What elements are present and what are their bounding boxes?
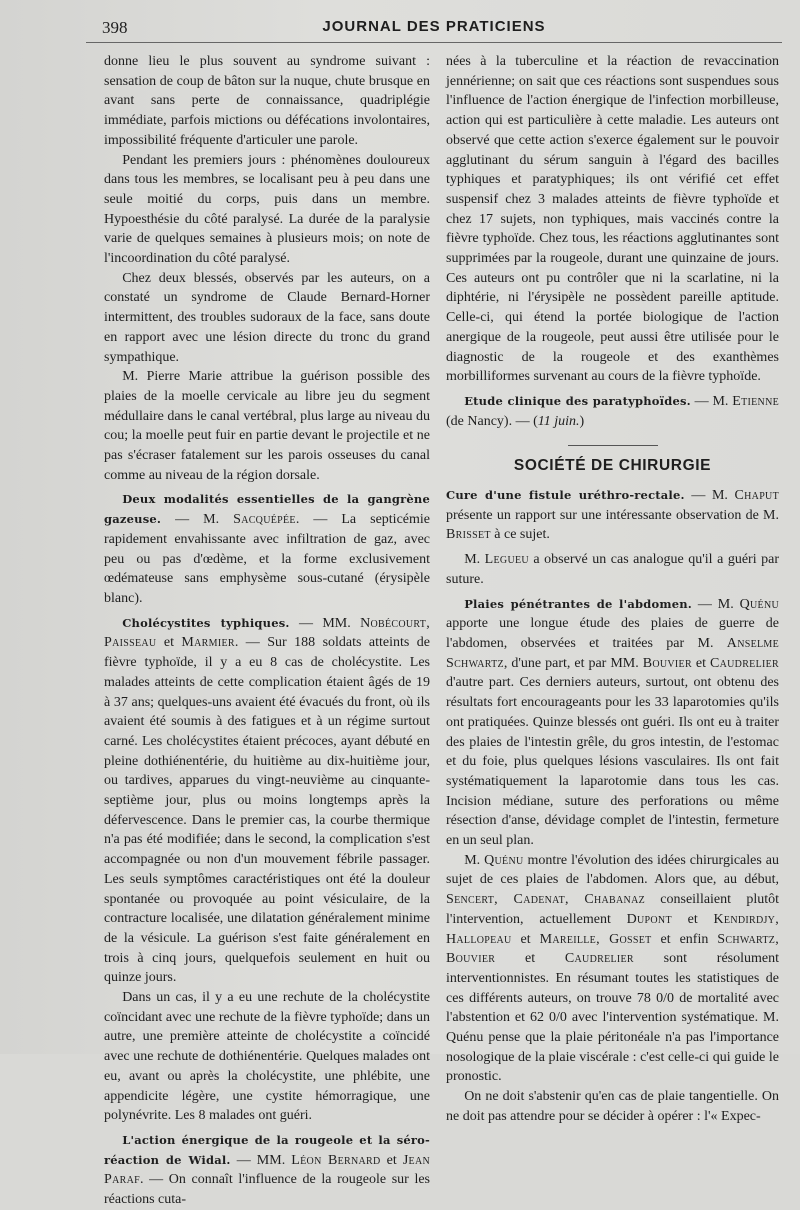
section-text: a observé un cas analogue qu'il a guéri par suture.	[446, 552, 779, 587]
author-name: Mareille, Gosset	[539, 931, 652, 947]
section-divider	[568, 445, 658, 446]
section-text: sont résolument interventionnistes. En résumant toutes les statistiques de ces différents auteurs, on trouve 78 0/0 de mortalité avec l'abstention et 62 0/0 avec l'intervention systématique. M. Quénu pense que la plaie péritonéale n'a pas l'importance nosologique de la plaie viscérale : c'est celle-ci qui guide le pronostic.	[446, 951, 779, 1085]
section-plaies-abdomen	[446, 595, 779, 851]
section-text: M.	[464, 852, 485, 868]
section-text: montre l'évolution des idées chirurgicales au sujet de ces plaies de l'abdomen. Alors que, au début,	[446, 852, 780, 888]
paragraph: Dans un cas, il y a eu une rechute de la cholécystite coïncidant avec une rechute de la fièvre typhoïde; dans un autre, une première atteinte de cholécystite a coïncidé avec une rechute de dothiénentérie. Quelques malades ont eu, avant ou après la cholécystite, une phlébite, une appendicite légère, une cystite hémorragique, une polynévrite. Les 8 malades ont guéri.	[104, 990, 430, 1124]
section-text: et enfin	[651, 931, 718, 947]
author-name: Nobécourt, Paisseau	[104, 615, 430, 651]
author-name: Dupont	[626, 911, 672, 927]
separator: — M.	[684, 488, 735, 504]
section-text: et	[495, 951, 565, 967]
author-name: Bouvier	[642, 655, 692, 671]
section-text: . — Sur 188 soldats atteints de fièvre typhoïde, il y a eu 8 cas de cholécystite. Les malades atteints de cette complication étaient âgés de 19 à 37 ans; quelques-uns avaient été évacués du front, où ils avaient été soumis à des fatigues et à un régime surtout carné. Les cholécystites étaient précoces, ayant débuté en pleine dothiénentérie, du huitième au dix-huitième jour, ou tardives, apparues du vingt-neuvième au cinquante-septième jour, plus ou moins longtemps après la défervescence. Dans le premier cas, la courbe thermique n'a pas été modifiée; dans le second, la complication s'est accompagnée ou non d'un mouvement fébrile passager. Les seuls symptômes caractéristiques ont été la douleur spontanée ou provoquée au point vésiculaire, de la contracture localisée, une dilatation généralement minime de la vésicule. La guérison s'est faite généralement en trois à cinq jours, quelquefois seulement en huit ou quinze jours.	[104, 635, 430, 986]
author-name: Marmier	[181, 635, 235, 651]
society-heading: SOCIÉTÉ DE CHIRURGIE	[513, 457, 712, 475]
paragraph: nées à la tuberculine et la réaction de revaccination jennérienne; on sait que ces réactions sont suspendues sous l'influence de l'action énergique de l'infection morbilleuse, action qui est particulière à cette maladie. Les auteurs ont observé que cette action s'exerce également sur le pouvoir agglutinant du sérum sanguin à l'égard des bacilles typhiques et paratyphiques; ils ont vérifié cet effet suspensif chez 3 malades atteints de fièvre typhoïde et chez 17 sujets, non typhiques, mais vaccinés contre la fièvre typhoïde. Chez tous, les réactions agglutinantes sont supprimées par la rougeole, durant une quinzaine de jours. Ces auteurs ont pu contrôler que ni la scarlatine, ni la diphtérie, ni l'érysipèle ne possèdent pareille aptitude. Celle-ci, qui étend la portée biologique de l'action anergique de la rougeole, peut aussi être utilisée pour le diagnostic de la rougeole et des exanthèmes morbilliformes survenant au cours de la fièvre typhoïde.	[446, 54, 779, 385]
section-text: , d'une part, et par MM.	[503, 655, 643, 671]
section-text: conseillaient plutôt l'intervention, actuellement	[446, 892, 779, 927]
section-heading: Cure d'une fistule uréthro-rectale.	[446, 488, 685, 503]
section-text: )	[579, 413, 585, 429]
section-text: présente un rapport sur une intéressante observation de M.	[446, 507, 779, 523]
paragraph	[446, 550, 779, 589]
author-name: Brisset	[446, 527, 491, 543]
section-heading: Etude clinique des paratyphoïdes.	[464, 393, 691, 408]
author-name: Chaput	[734, 488, 779, 504]
separator: et	[156, 635, 182, 651]
page-number: 398	[102, 18, 128, 37]
separator: — M.	[690, 393, 733, 409]
section-text: et	[511, 931, 540, 947]
author-name: Kendirdjy, Hallopeau	[446, 911, 779, 947]
author-name: Quénu	[484, 852, 524, 868]
running-header	[86, 14, 782, 43]
author-name: Quénu	[739, 596, 779, 612]
separator: — MM.	[289, 615, 361, 631]
section-text: et	[691, 655, 710, 671]
section-heading: Cholécystites typhiques.	[122, 615, 290, 630]
section-fistule	[446, 486, 779, 545]
author-name: Caudrelier	[710, 655, 779, 671]
author-name: Jean Paraf	[104, 1152, 431, 1188]
paragraph: Pendant les premiers jours : phénomènes douloureux dans tous les membres, se localisant peu à peu dans une seule moitié du corps, puis dans un membre. Hypoesthésie du côté paralysé. La durée de la paralysie varie de quelques semaines à plusieurs mois; on note de l'incoordination du côté paralysé.	[104, 152, 430, 267]
separator: — M.	[692, 596, 740, 612]
section-cholecystites	[104, 614, 430, 988]
author-name: Léon Bernard	[291, 1152, 381, 1168]
paragraph	[446, 851, 779, 1087]
section-heading: L'action énergique de la rougeole et la séro-réaction de Widal.	[104, 1132, 430, 1167]
section-text: et	[671, 911, 714, 927]
author-name: Anselme Schwartz	[446, 635, 779, 671]
left-column	[104, 52, 430, 1210]
author-name: Schwartz, Bouvier	[446, 931, 779, 967]
author-name: Sacquépée	[233, 512, 296, 528]
author-name: Caudrelier	[564, 951, 634, 967]
section-text: (de Nancy). — (	[446, 413, 538, 429]
section-text: . — On connaît l'influence de la rougeole sur les réactions cuta-	[104, 1172, 430, 1208]
section-text: d'autre part. Ces derniers auteurs, surtout, ont obtenu des résultats fort encourageants pour les 33 laparotomies qu'ils ont pratiquées. Quinze blessés ont guéri. Ils ont eu à traiter des plaies de l'intestin grêle, du gros intestin, de l'estomac et du foie, plus quelques lésions vasculaires. Ils ont fait systématiquement la laparotomie dans tous les cas. Incision médiane, suture des perforations ou même résection d'anse, dévidage complet de l'intestin, fermeture en un seul plan.	[446, 675, 779, 849]
paragraph: Chez deux blessés, observés par les auteurs, on a constaté un syndrome de Claude Bernard-Horner intermittent, des troubles sudoraux de la face, sans doute en rapport avec une lésion directe du tronc du grand sympathique.	[104, 270, 430, 365]
paragraph: M. Pierre Marie attribue la guérison possible des plaies de la moelle cervicale au libre jeu du segment médullaire dans le canal vertébral, plus large au niveau du cou; la moelle peut fuir en partie devant le projectile et ne pas s'écraser fatalement sur les parois osseuses du canal comme au niveau de la région dorsale.	[104, 369, 430, 483]
author-name: Legueu	[484, 552, 529, 568]
section-heading: Plaies pénétrantes de l'abdomen.	[464, 596, 692, 611]
paragraph: On ne doit s'abstenir qu'en cas de plaie tangentielle. On ne doit pas attendre pour se décider à opérer : l'« Expec-	[446, 1089, 779, 1124]
right-column	[446, 52, 779, 1127]
section-paratyphoides	[446, 392, 779, 431]
date: 11 juin.	[537, 413, 580, 429]
paragraph: donne lieu le plus souvent au syndrome suivant : sensation de coup de bâton sur la nuque, chute brusque en avant sans perte de connaissance, quadriplégie immédiate, parfois mictions ou défécations involontaires, impossibilité fréquente d'articuler une parole.	[104, 54, 430, 148]
section-text: apporte une longue étude des plaies de guerre de l'abdomen, observées et traitées par M.	[446, 616, 779, 651]
separator: et	[380, 1152, 403, 1168]
section-text: à ce sujet.	[490, 527, 550, 543]
journal-title: JOURNAL DES PRATICIENS	[322, 18, 546, 35]
section-rougeole	[104, 1131, 430, 1210]
section-heading: Deux modalités essentielles de la gangrène gazeuse.	[104, 492, 430, 527]
section-text: . — La septicémie rapidement envahissante avec infiltration de gaz, avec peu ou pas d'œdème, et la forme exclusivement œdémateuse sans emphysème sous-cutané (érysipèle blanc).	[104, 512, 430, 606]
separator: — M.	[161, 512, 234, 528]
author-name: Etienne	[732, 393, 780, 409]
section-gangrene	[104, 490, 430, 608]
section-text: M.	[464, 552, 485, 568]
separator: — MM.	[230, 1152, 292, 1168]
author-name: Sencert, Cadenat, Chabanaz	[446, 892, 645, 908]
